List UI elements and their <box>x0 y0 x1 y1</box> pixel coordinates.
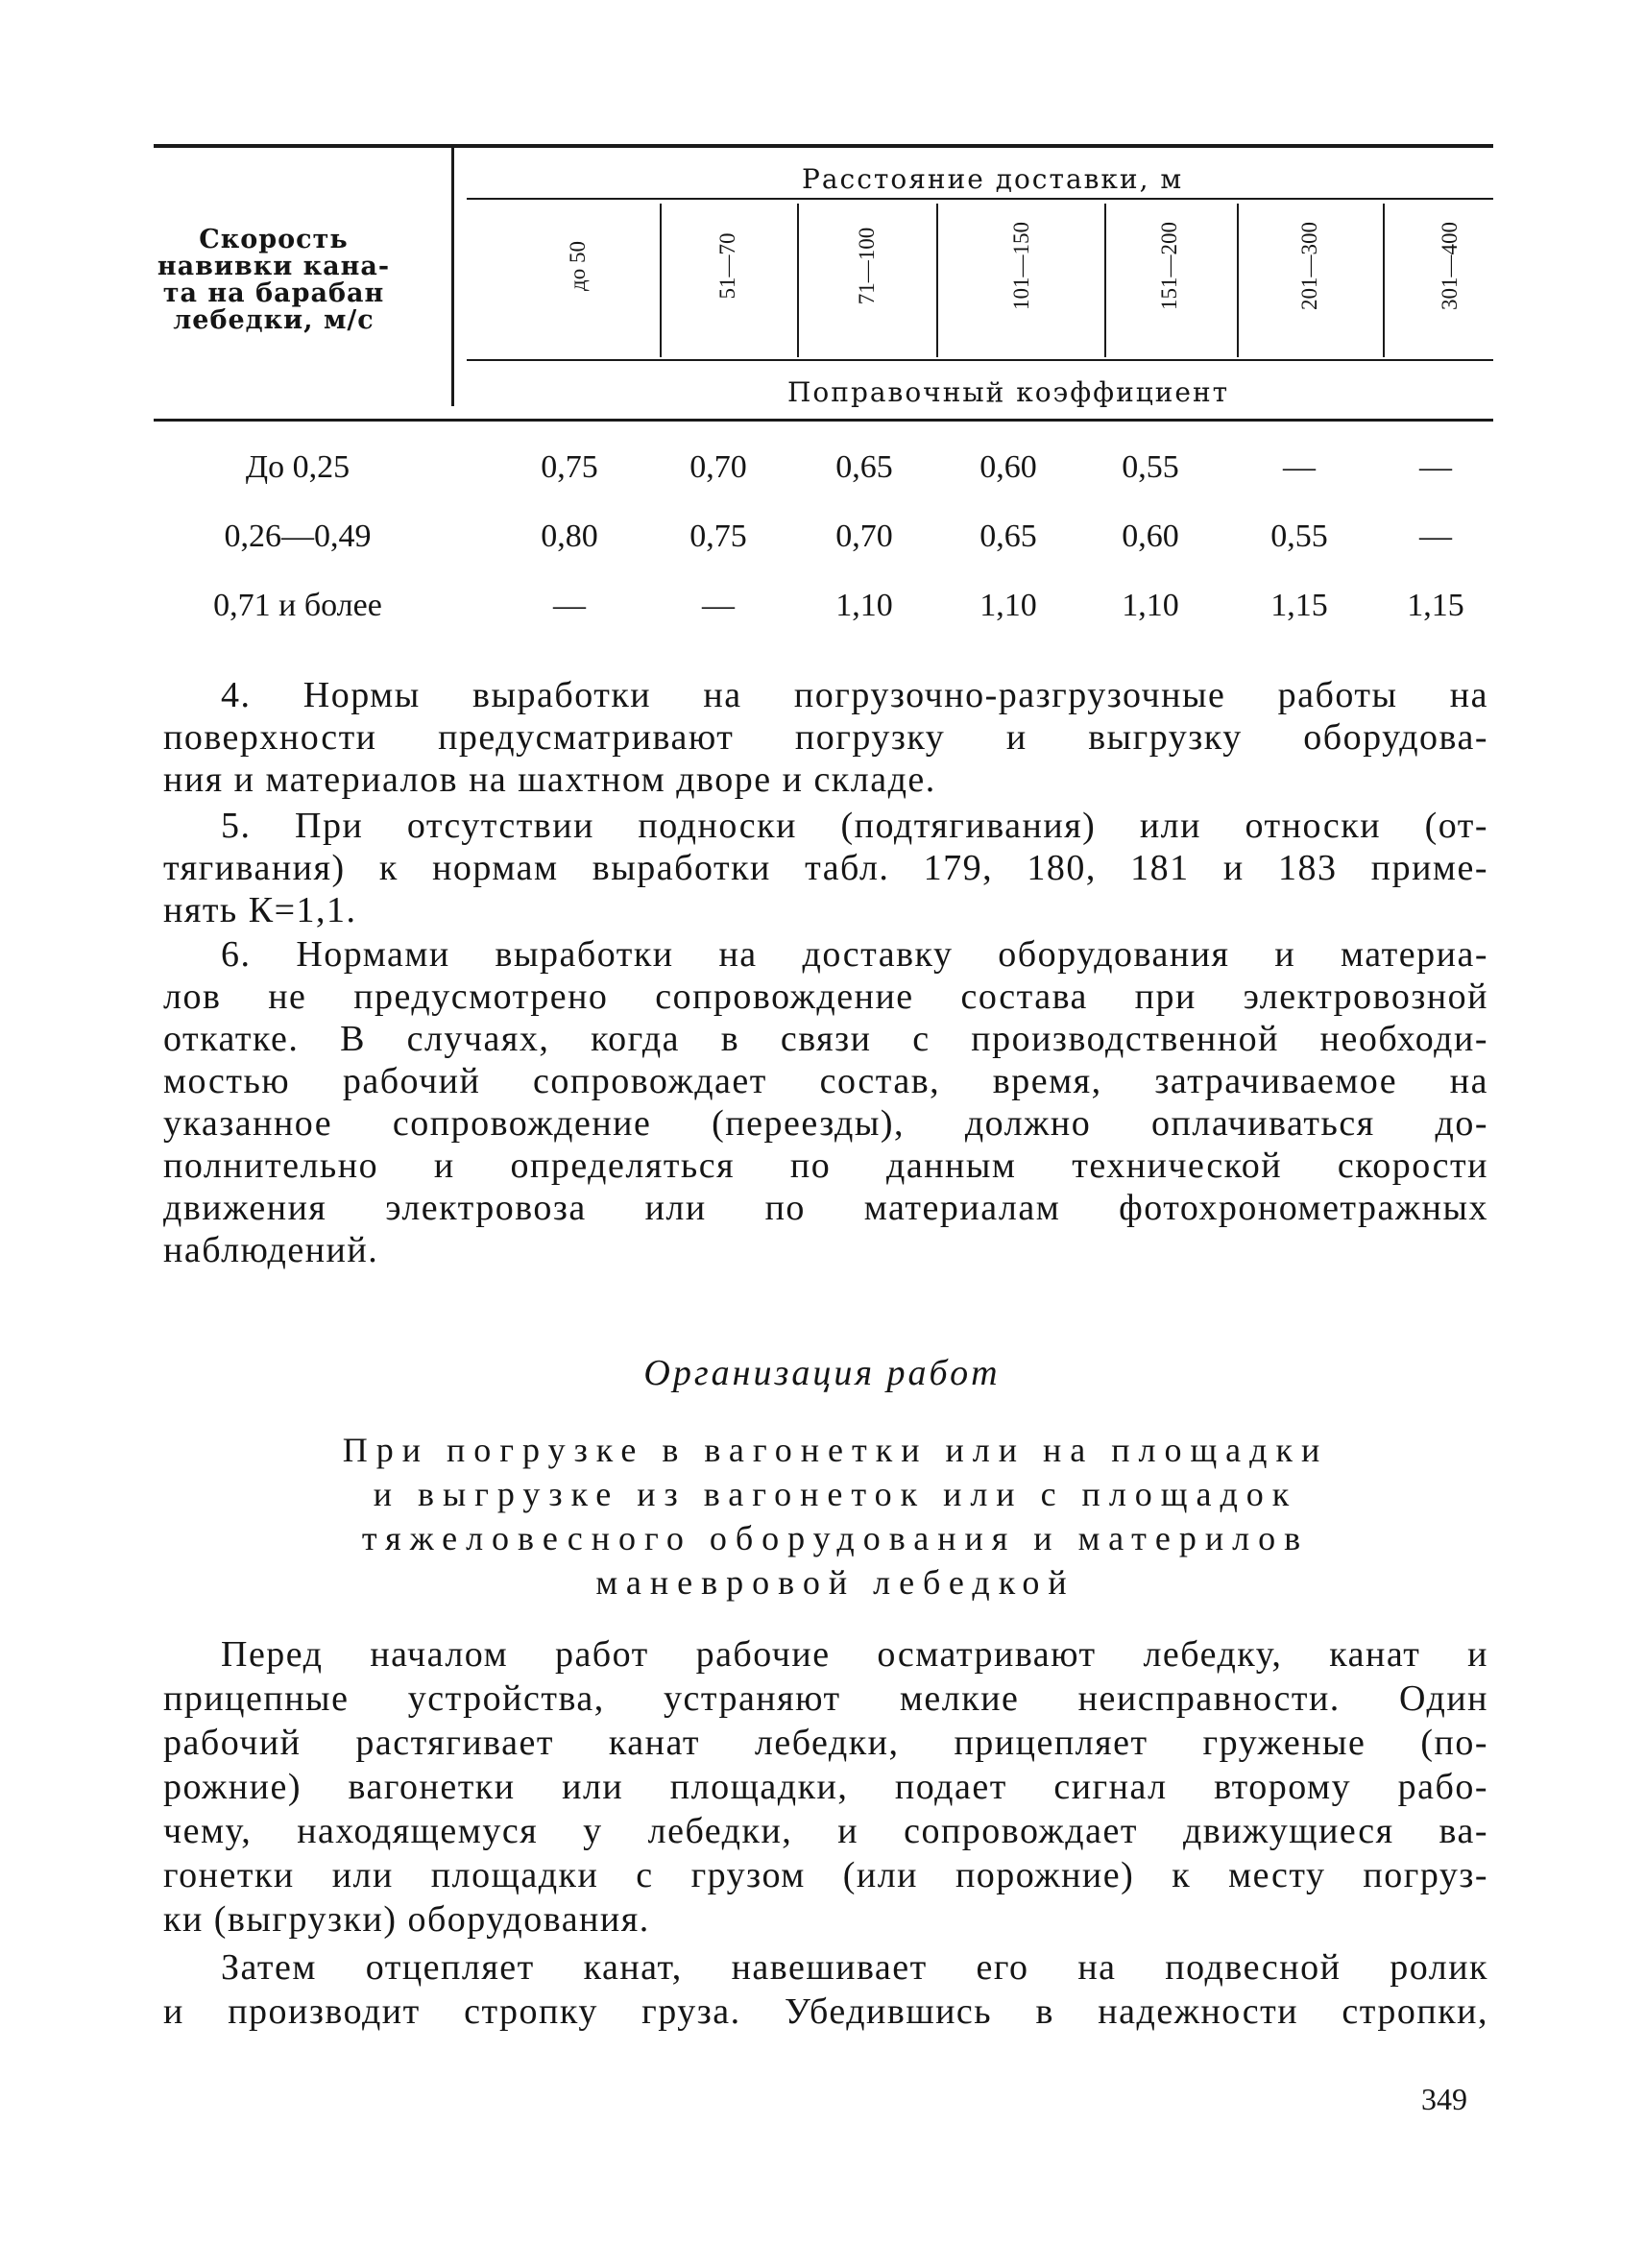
table-cell: 0,65 <box>979 519 1037 554</box>
text-line: ния и материалов на шахтном дворе и складе. <box>163 760 936 800</box>
table-cell: 0,60 <box>1122 519 1179 554</box>
row-header-line: Скорость <box>199 225 349 254</box>
col-separator <box>936 204 938 357</box>
col-separator <box>1104 204 1106 357</box>
row-header-line: та на барабан <box>162 278 385 308</box>
text-line: откатке. В случаях, когда в связи с производственной необходи- <box>163 1019 1488 1059</box>
text-line: 5. При отсутствии подноски (подтягивания) или относки (от- <box>221 806 1488 846</box>
text-line: чему, находящемуся у лебедки, и сопровождает движущиеся ва- <box>163 1811 1488 1851</box>
table-cell: 0,70 <box>689 449 747 485</box>
page-number: 349 <box>1421 2082 1467 2116</box>
text-line: мостью рабочий сопровождает состав, время, затрачиваемое на <box>163 1061 1488 1101</box>
text-line: Перед началом работ рабочие осматривают лебедку, канат и <box>221 1634 1488 1675</box>
distance-col-header: 51—70 <box>715 232 739 300</box>
table-cell: 0,70 <box>835 519 893 554</box>
distance-col-header: 201—300 <box>1297 222 1321 310</box>
table-header-bottom-rule <box>154 419 1493 422</box>
table-cell: — <box>553 588 586 623</box>
table-cell: 1,10 <box>1122 588 1179 623</box>
text-line: рожние) вагонетки или площадки, подает сигнал второму рабо- <box>163 1767 1488 1807</box>
text-line: и производит стропку груза. Убедившись в надежности стропки, <box>163 1991 1488 2032</box>
col-separator <box>660 204 662 357</box>
note-6 <box>163 933 1488 1271</box>
row-header <box>144 227 403 334</box>
table-cell: 0,55 <box>1122 449 1179 485</box>
table-cell: 1,10 <box>979 588 1037 623</box>
text-line: указанное сопровождение (переезды), должно оплачиваться до- <box>163 1103 1488 1144</box>
text-line: Затем отцепляет канат, навешивает его на подвесной ролик <box>221 1947 1488 1988</box>
table-cell: 1,15 <box>1407 588 1464 623</box>
heading-line: и выгрузке из вагонеток или с площадок <box>373 1475 1298 1513</box>
table-cell: — <box>702 588 735 623</box>
table-cell: 0,75 <box>689 519 747 554</box>
body-paragraph-1 <box>163 1632 1488 2034</box>
coefficient-header: Поправочный коэффициент <box>787 376 1230 408</box>
distance-col-header: 151—200 <box>1157 222 1181 310</box>
subsection-heading <box>211 1428 1460 1604</box>
table-cell: 1,15 <box>1270 588 1328 623</box>
text-line: ки (выгрузки) оборудования. <box>163 1899 650 1940</box>
row-header-line: лебедки, м/с <box>173 305 375 335</box>
text-line: рабочий растягивает канат лебедки, прицепляет груженые (по- <box>163 1723 1488 1763</box>
coefficient-top-rule <box>467 359 1493 361</box>
distance-header: Расстояние доставки, м <box>802 163 1184 195</box>
heading-line: маневровой лебедкой <box>595 1563 1076 1602</box>
text-line: нять К=1,1. <box>163 890 357 930</box>
text-line: тягивания) к нормам выработки табл. 179, 180, 181 и 183 приме- <box>163 848 1488 888</box>
text-line: лов не предусмотрено сопровождение состава при электровозной <box>163 977 1488 1017</box>
table-cell: — <box>1419 449 1452 485</box>
heading-line: тяжеловесного оборудования и материлов <box>361 1519 1310 1557</box>
distance-col-header: 301—400 <box>1438 222 1462 310</box>
table-row-label: 0,26—0,49 <box>224 519 372 554</box>
text-line: 6. Нормами выработки на доставку оборудования и материа- <box>221 934 1488 975</box>
text-line: наблюдений. <box>163 1230 379 1270</box>
table-row-label: 0,71 и более <box>213 588 382 623</box>
text-line: полнительно и определяться по данным технической скорости <box>163 1146 1488 1186</box>
table-cell: 0,80 <box>541 519 598 554</box>
distance-header-rule <box>467 198 1493 200</box>
table-cell: 0,60 <box>979 449 1037 485</box>
text-line: прицепные устройства, устраняют мелкие неисправности. Один <box>163 1678 1488 1719</box>
table-cell: 0,75 <box>541 449 598 485</box>
table-row-label: До 0,25 <box>245 449 351 485</box>
col-separator <box>1383 204 1385 357</box>
table-cell: — <box>1419 519 1452 554</box>
table-cell: 0,55 <box>1270 519 1328 554</box>
note-4 <box>163 674 1488 801</box>
row-header-line: навивки кана- <box>157 252 391 281</box>
table-top-rule <box>154 144 1493 148</box>
section-title: Организация работ <box>643 1353 1001 1393</box>
col-separator <box>797 204 799 357</box>
text-line: 4. Нормы выработки на погрузочно-разгрузочные работы на <box>221 675 1488 715</box>
text-line: гонетки или площадки с грузом (или порожние) к месту погруз- <box>163 1855 1488 1895</box>
table-cell: — <box>1283 449 1316 485</box>
table-cell: 0,65 <box>835 449 893 485</box>
text-line: поверхности предусматривают погрузку и выгрузку оборудова- <box>163 717 1488 758</box>
table-header-divider <box>451 147 454 406</box>
distance-col-header: 101—150 <box>1009 222 1033 310</box>
distance-col-header: до 50 <box>566 241 590 291</box>
distance-col-header: 71—100 <box>855 227 879 305</box>
heading-line: При погрузке в вагонетки или на площадки <box>342 1431 1329 1469</box>
note-5 <box>163 805 1488 931</box>
col-separator <box>1237 204 1239 357</box>
text-line: движения электровоза или по материалам фотохронометражных <box>163 1188 1488 1228</box>
table-cell: 1,10 <box>835 588 893 623</box>
